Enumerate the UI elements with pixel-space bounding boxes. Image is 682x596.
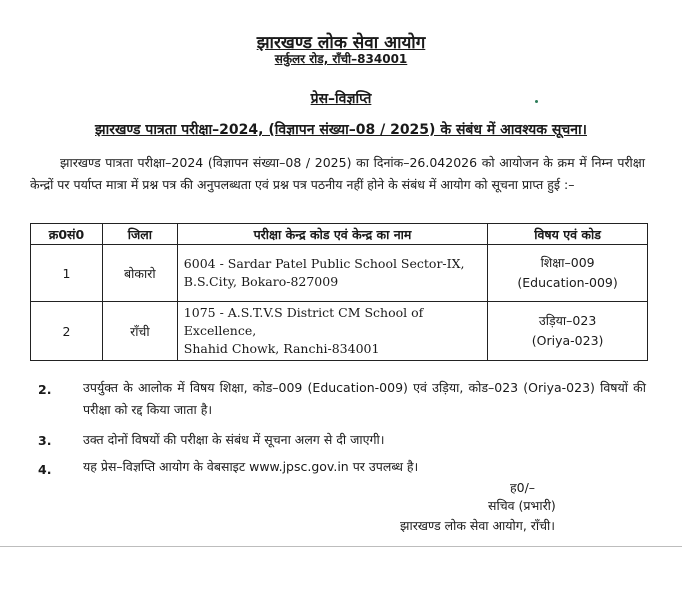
center-name-line: 6004 - Sardar Patel Public School Sector-IX, <box>183 256 465 271</box>
col-header-center: परीक्षा केन्द्र कोड एवं केन्द्र का नाम <box>177 224 487 245</box>
ink-dot <box>535 100 538 103</box>
cell-district: बोकारो <box>102 245 177 302</box>
cell-sno: 2 <box>31 302 103 361</box>
subject-english: (Education-009) <box>517 275 618 290</box>
press-release-title: प्रेस–विज्ञप्ति <box>310 91 372 107</box>
col-header-subject: विषय एवं कोड <box>488 224 648 245</box>
point-number: 4. <box>38 462 52 477</box>
signature-organization: झारखण्ड लोक सेवा आयोग, राँची। <box>400 518 556 533</box>
point-text: यह प्रेस–विज्ञप्ति आयोग के वेबसाइट www.jpsc.gov.in पर उपलब्ध है। <box>83 459 419 474</box>
intro-paragraph: झारखण्ड पात्रता परीक्षा–2024 (विज्ञापन संख्या–08 / 2025) का दिनांक–26.042026 को आयोजन के क्रम में निम्न परीक्षा केन्द्रों पर पर्याप्त मात्रा में प्रश्न पत्र की अनुपलब्धता एवं प्रश्न पत्र पठनीय नहीं होने के संबंध में आयोग को सूचना प्राप्त हुई :– <box>30 155 645 192</box>
point-number: 3. <box>38 433 52 448</box>
col-header-district: जिला <box>102 224 177 245</box>
cell-sno: 1 <box>31 245 103 302</box>
table-row <box>31 245 648 302</box>
cell-subject <box>488 245 648 302</box>
center-address-line: Shahid Chowk, Ranchi-834001 <box>183 341 380 356</box>
cell-district: राँची <box>102 302 177 361</box>
signature-sd: ह0/– <box>510 480 536 495</box>
subject-english: (Oriya-023) <box>531 333 604 348</box>
subject-hindi: उड़िया–023 <box>538 313 597 328</box>
point-text: उक्त दोनों विषयों की परीक्षा के संबंध में सूचना अलग से दी जाएगी। <box>83 432 385 447</box>
point-number: 2. <box>38 382 52 397</box>
cell-center <box>177 245 487 302</box>
center-address-line: B.S.City, Bokaro-827009 <box>183 274 339 289</box>
signature-designation: सचिव (प्रभारी) <box>488 498 556 513</box>
exam-centers-table <box>30 223 648 361</box>
table-row <box>31 302 648 361</box>
org-name-heading: झारखण्ड लोक सेवा आयोग <box>256 33 426 53</box>
col-header-sno: क्र0सं0 <box>31 224 103 245</box>
subject-hindi: शिक्षा–009 <box>540 255 595 270</box>
page-divider <box>0 546 682 547</box>
cell-center <box>177 302 487 361</box>
table-header-row <box>31 224 648 245</box>
point-text: उपर्युक्त के आलोक में विषय शिक्षा, कोड–009 (Education-009) एवं उड़िया, कोड–023 (Oriya-023) विषयों की परीक्षा को रद्द किया जाता है। <box>83 380 646 417</box>
org-address: सर्कुलर रोड, राँची–834001 <box>274 52 408 66</box>
notice-subject: झारखण्ड पात्रता परीक्षा–2024, (विज्ञापन संख्या–08 / 2025) के संबंध में आवश्यक सूचना। <box>95 122 587 138</box>
cell-subject <box>488 302 648 361</box>
center-name-line: 1075 - A.S.T.V.S District CM School of Excellence, <box>183 305 424 338</box>
